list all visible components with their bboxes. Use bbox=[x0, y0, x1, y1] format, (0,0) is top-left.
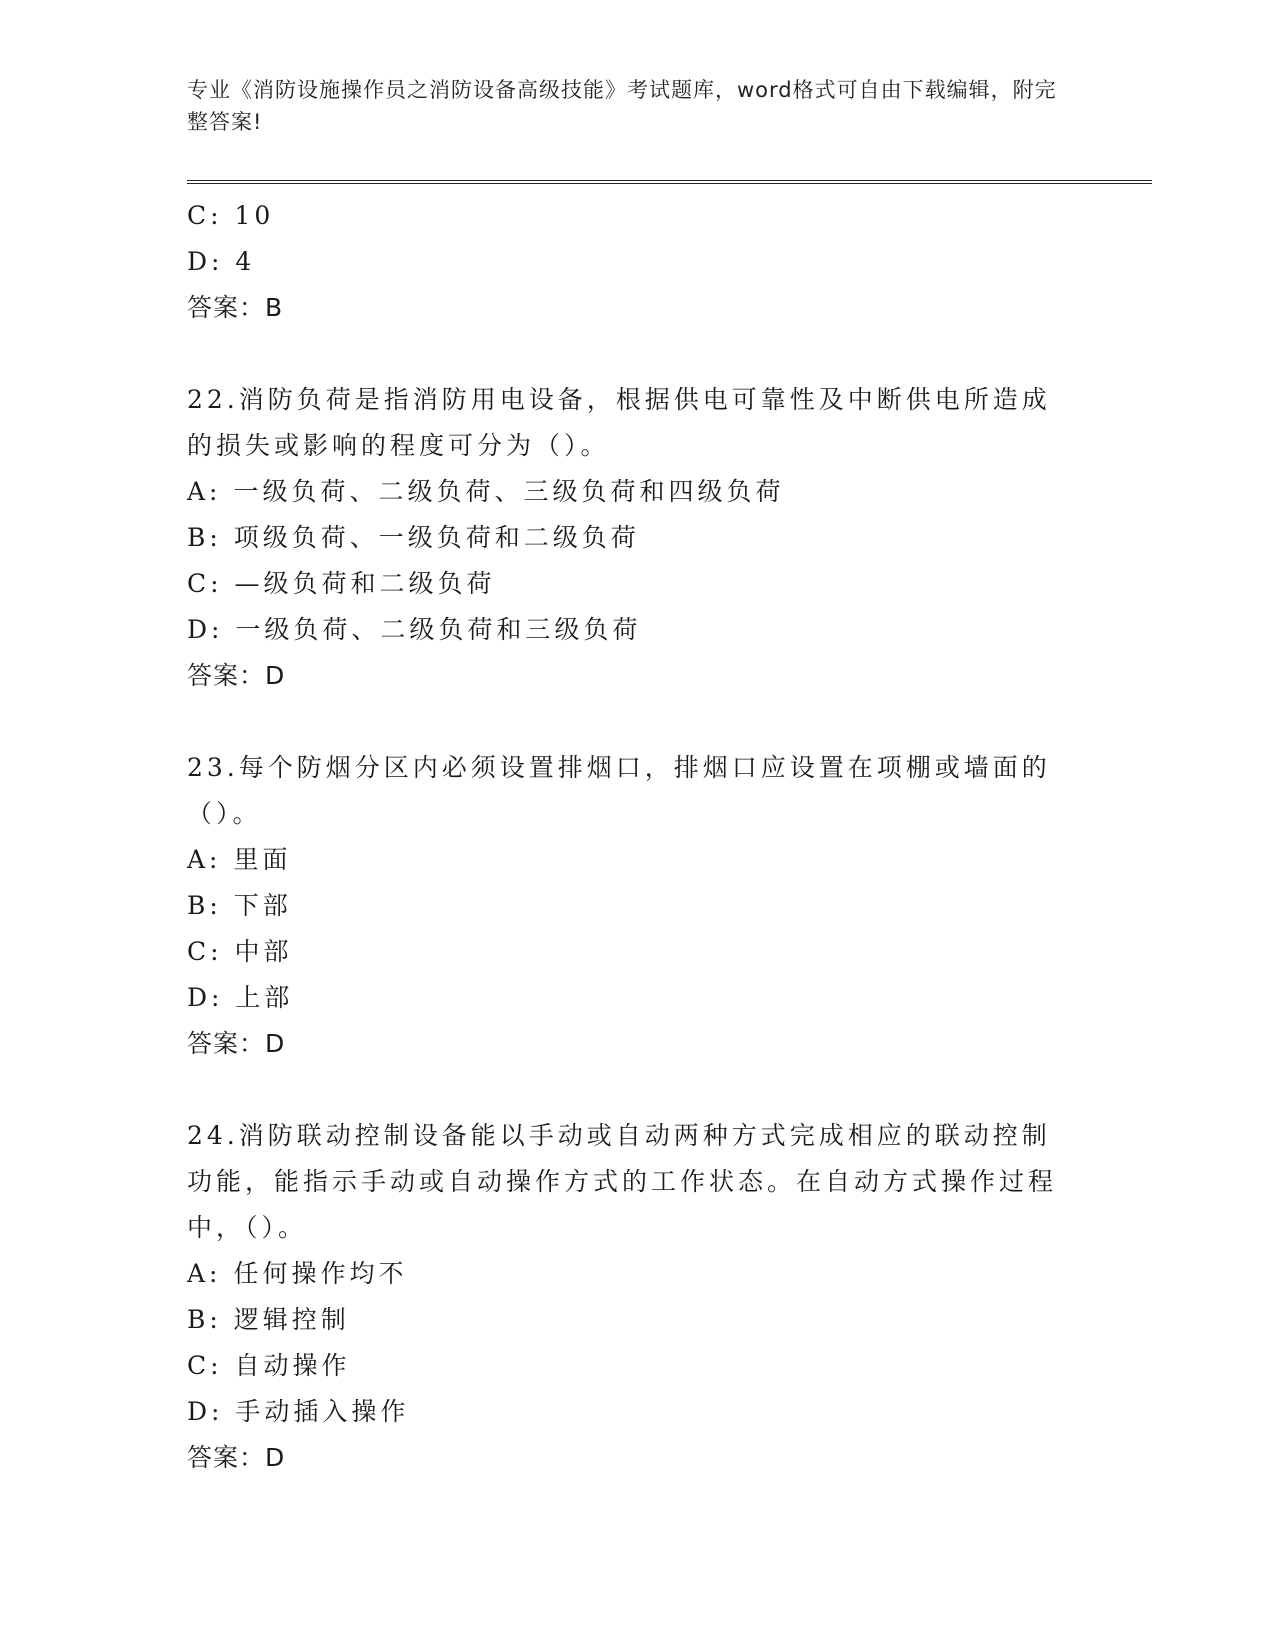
page-header bbox=[187, 74, 1067, 138]
question-23 bbox=[187, 745, 1077, 1067]
answer-line: 答案：B bbox=[187, 293, 284, 322]
option-c: C: 10 bbox=[187, 201, 275, 230]
header-divider bbox=[187, 180, 1152, 184]
option-a: A: 里面 bbox=[187, 845, 292, 874]
option-d: D: 一级负荷、二级负荷和三级负荷 bbox=[187, 615, 642, 644]
question-stem: 23.每个防烟分区内必须设置排烟口，排烟口应设置在项棚或墙面的（）。 bbox=[187, 753, 1051, 828]
question-stem: 24.消防联动控制设备能以手动或自动两种方式完成相应的联动控制功能，能指示手动或自动操作方式的工作状态。在自动方式操作过程中，（）。 bbox=[187, 1121, 1058, 1242]
option-c: C: 自动操作 bbox=[187, 1351, 351, 1380]
answer-line: 答案：D bbox=[187, 1443, 286, 1472]
option-c: C: 中部 bbox=[187, 937, 293, 966]
option-d: D: 手动插入操作 bbox=[187, 1397, 410, 1426]
answer-line: 答案：D bbox=[187, 661, 286, 690]
question-24 bbox=[187, 1113, 1077, 1481]
answer-line: 答案：D bbox=[187, 1029, 286, 1058]
option-d: D: 4 bbox=[187, 247, 256, 276]
question-continued bbox=[187, 193, 1077, 331]
option-a: A: 任何操作均不 bbox=[187, 1259, 408, 1288]
question-stem: 22.消防负荷是指消防用电设备，根据供电可靠性及中断供电所造成的损失或影响的程度可分为（）。 bbox=[187, 385, 1051, 460]
question-list bbox=[187, 193, 1077, 1481]
question-22 bbox=[187, 377, 1077, 699]
option-c: C: —级负荷和二级负荷 bbox=[187, 569, 496, 598]
option-b: B: 下部 bbox=[187, 891, 292, 920]
option-b: B: 项级负荷、一级负荷和二级负荷 bbox=[187, 523, 640, 552]
document-title: 专业《消防设施操作员之消防设备高级技能》考试题库，word格式可自由下载编辑，附完整答案! bbox=[187, 78, 1057, 134]
option-a: A: 一级负荷、二级负荷、三级负荷和四级负荷 bbox=[187, 477, 785, 506]
option-d: D: 上部 bbox=[187, 983, 294, 1012]
option-b: B: 逻辑控制 bbox=[187, 1305, 350, 1334]
